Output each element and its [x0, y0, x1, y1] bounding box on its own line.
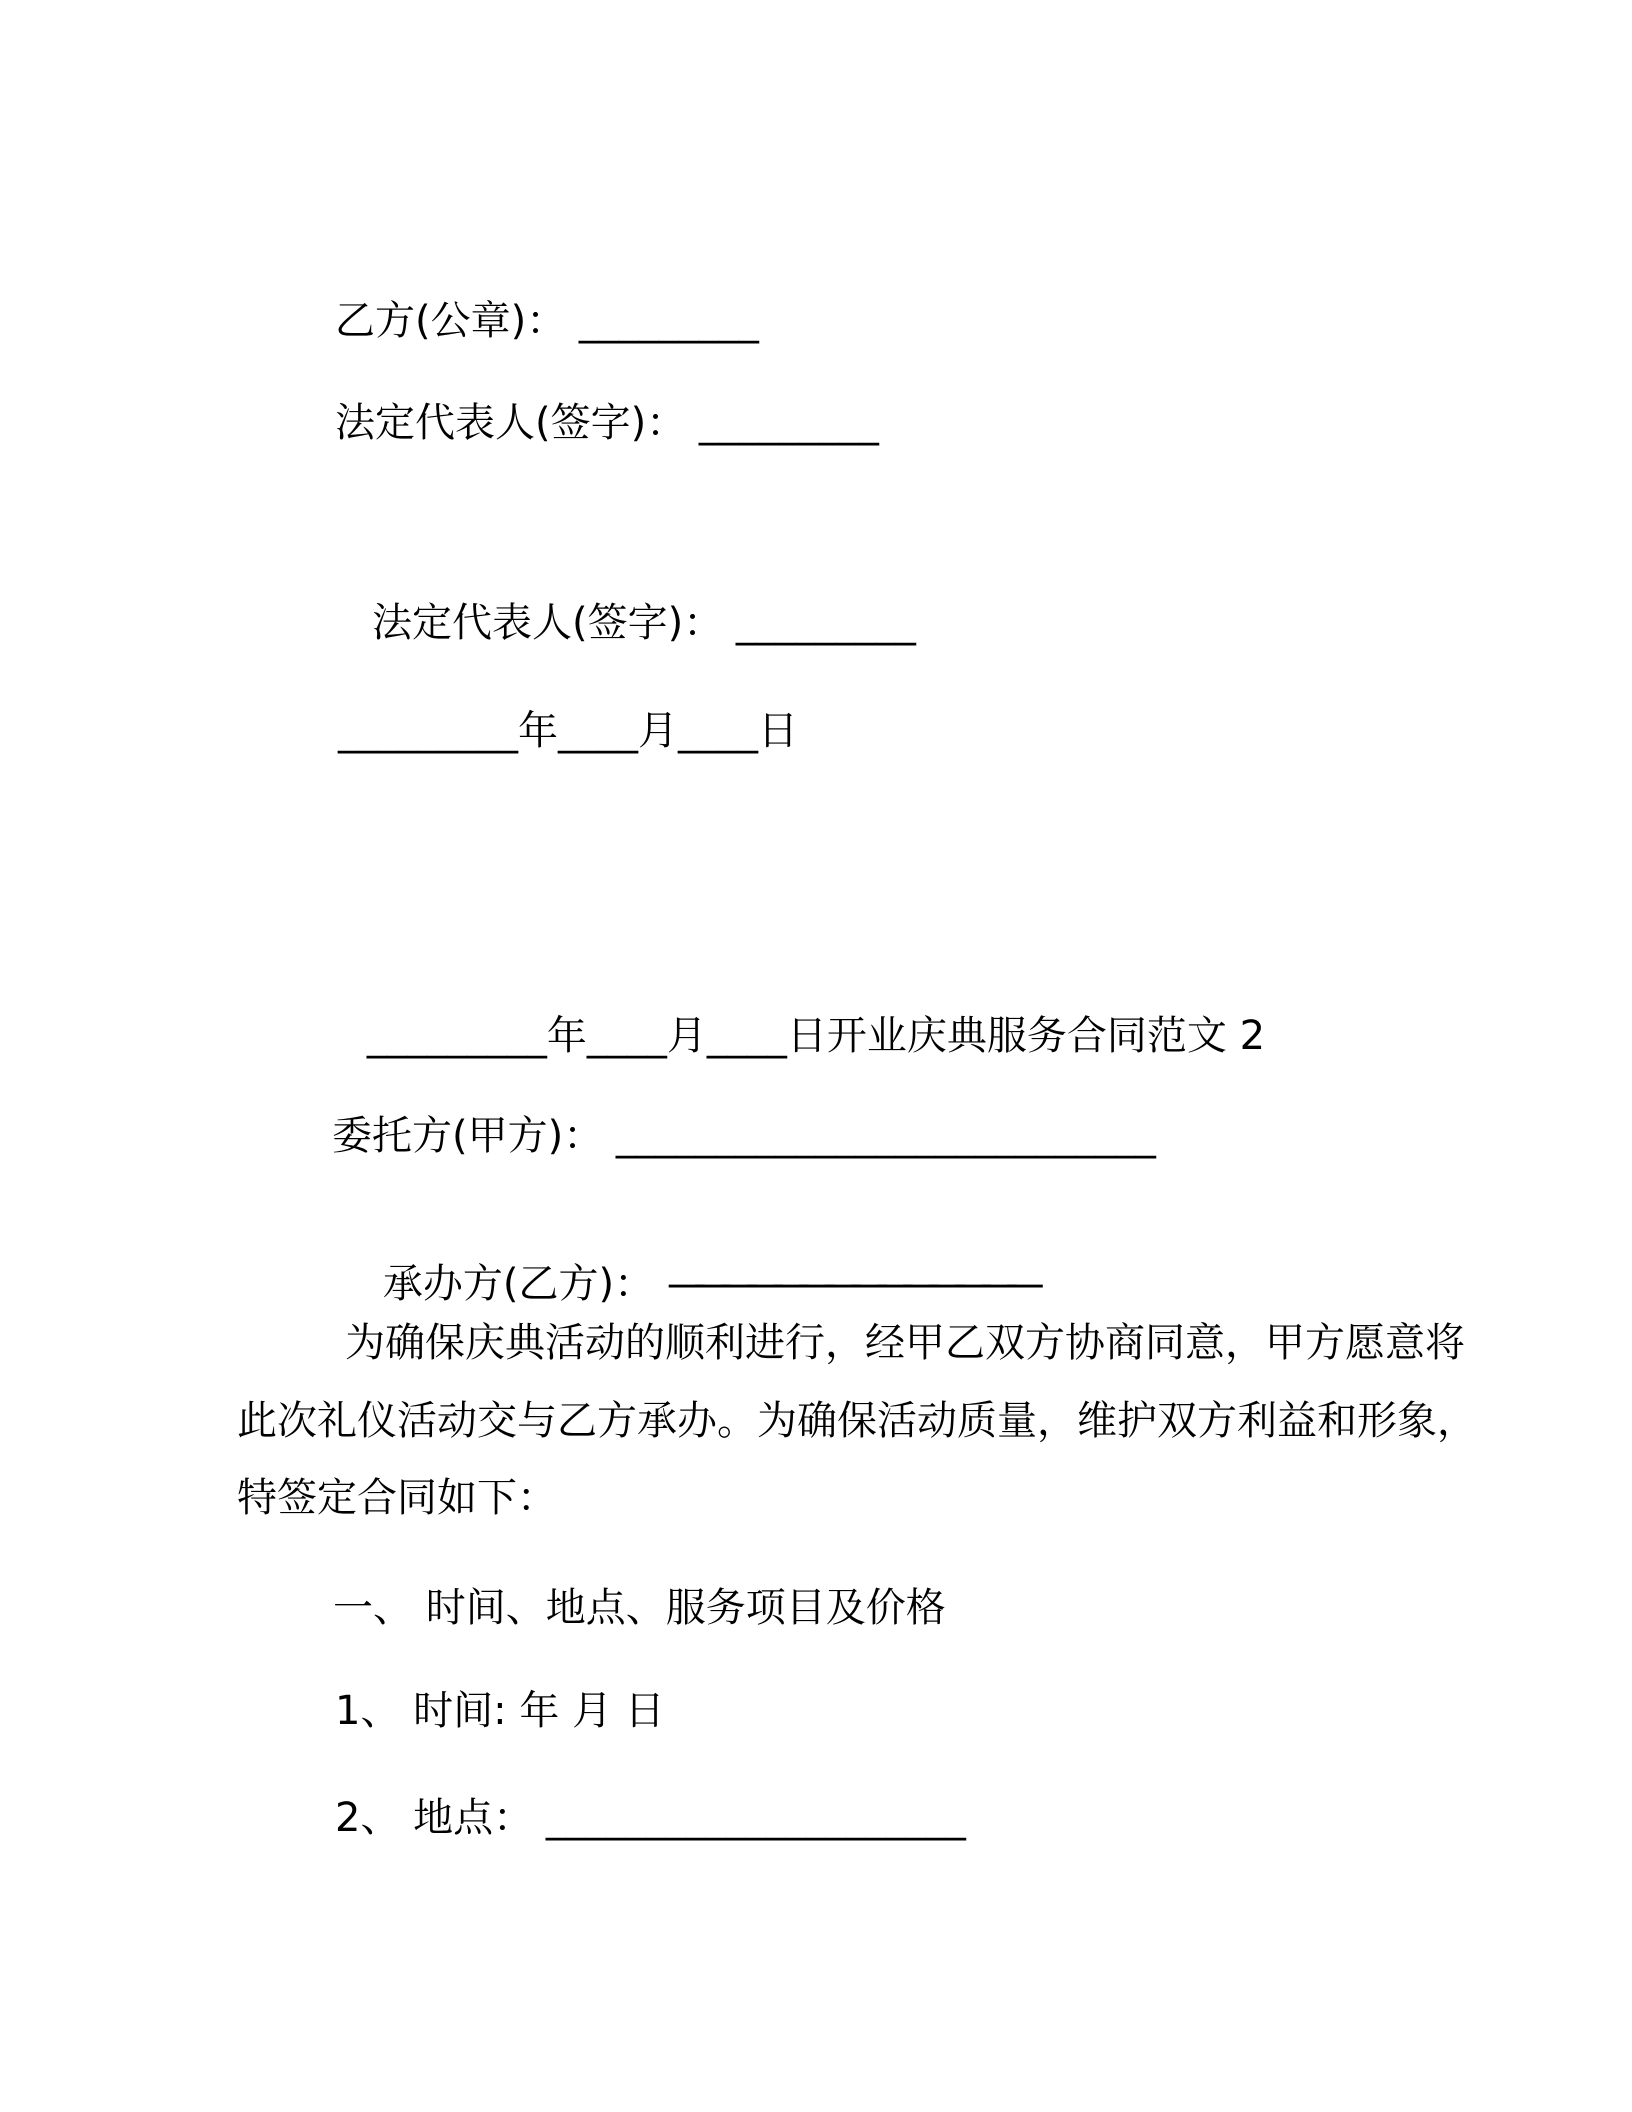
legal-representative-signature-line-2: 法定代表人(签字)： _________: [372, 600, 916, 646]
legal-representative-signature-line-1: 法定代表人(签字)： _________: [335, 400, 879, 446]
section-1-heading: 一、 时间、地点、服务项目及价格: [333, 1585, 946, 1631]
party-b-label: 承办方(乙方)：: [382, 1261, 667, 1307]
intro-paragraph-line-1: 为确保庆典活动的顺利进行，经甲乙双方协商同意，甲方愿意将: [345, 1320, 1465, 1366]
intro-paragraph-line-2: 此次礼仪活动交与乙方承办。为确保活动质量，维护双方利益和形象，: [237, 1398, 1477, 1444]
item-2-location: 2、 地点： _____________________: [335, 1795, 966, 1841]
party-b-dash-blank: ——————————————: [666, 1261, 1031, 1307]
party-b-seal-line: 乙方(公章)： _________: [335, 298, 759, 344]
party-a-entrusting-line: 委托方(甲方)： ___________________________: [332, 1113, 1156, 1159]
intro-paragraph-line-3: 特签定合同如下：: [237, 1475, 557, 1521]
item-1-time: 1、 时间: 年 月 日: [335, 1688, 665, 1734]
blank-date-line: _________年____月____日: [338, 708, 798, 754]
contract-title: _________年____月____日开业庆典服务合同范文 2: [366, 1013, 1266, 1059]
